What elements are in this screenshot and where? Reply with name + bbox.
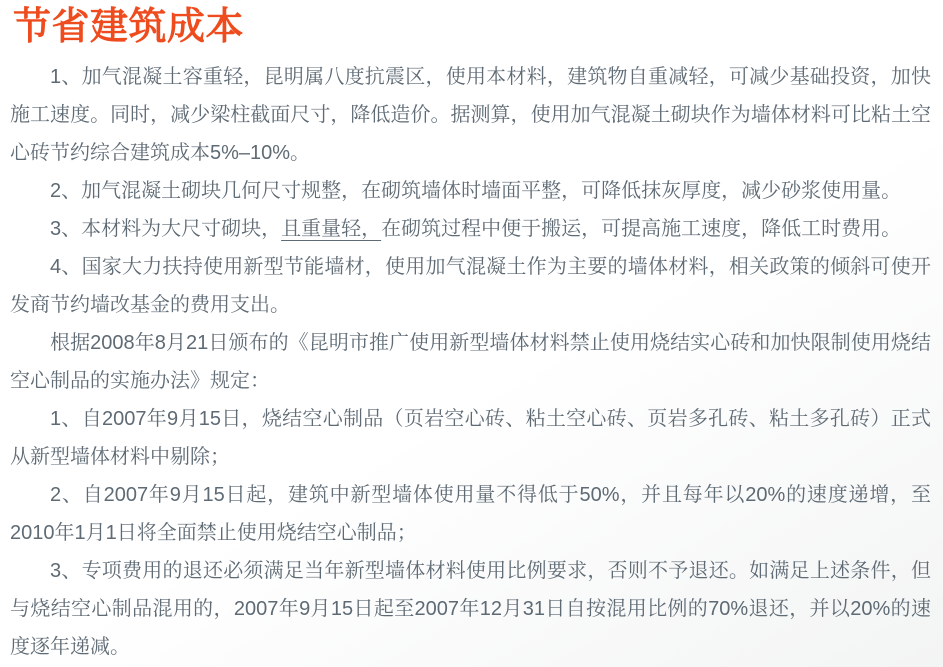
underlined-phrase: 且重量轻， [281, 218, 382, 240]
paragraph-5: 根据2008年8月21日颁布的《昆明市推广使用新型墙体材料禁止使用烧结实心砖和加快限制使用烧结空心制品的实施办法》规定： [10, 332, 931, 392]
paragraph-3 [10, 210, 931, 248]
paragraph-7: 2、自2007年9月15日起，建筑中新型墙体使用量不得低于50%，并且每年以20%的速度递增，至2010年1月1日将全面禁止使用烧结空心制品； [10, 484, 931, 544]
page-title: 节省建筑成本 [13, 6, 245, 48]
paragraph-8: 3、专项费用的退还必须满足当年新型墙体材料使用比例要求，否则不予退还。如满足上述条件，但与烧结空心制品混用的，2007年9月15日起至2007年12月31日自按混用比例的70%退还，并以20%的速度逐年递减。 [10, 560, 931, 658]
paragraph-6: 1、自2007年9月15日，烧结空心制品（页岩空心砖、粘土空心砖、页岩多孔砖、粘土多孔砖）正式从新型墙体材料中剔除； [10, 408, 931, 468]
paragraph-3-pre: 3、本材料为大尺寸砌块， [50, 218, 282, 240]
paragraph-1: 1、加气混凝土容重轻，昆明属八度抗震区，使用本材料，建筑物自重减轻，可减少基础投资，加快施工速度。同时，减少梁柱截面尺寸，降低造价。据测算，使用加气混凝土砌块作为墙体材料可比粘土空心砖节约综合建筑成本5%–10%。 [10, 66, 931, 164]
paragraph-3-post: 在砌筑过程中便于搬运，可提高施工速度，降低工时费用。 [381, 218, 902, 240]
paragraph-4: 4、国家大力扶持使用新型节能墙材，使用加气混凝土作为主要的墙体材料，相关政策的倾斜可使开发商节约墙改基金的费用支出。 [10, 256, 931, 316]
paragraph-2: 2、加气混凝土砌块几何尺寸规整，在砌筑墙体时墙面平整，可降低抹灰厚度，减少砂浆使用量。 [50, 180, 902, 202]
